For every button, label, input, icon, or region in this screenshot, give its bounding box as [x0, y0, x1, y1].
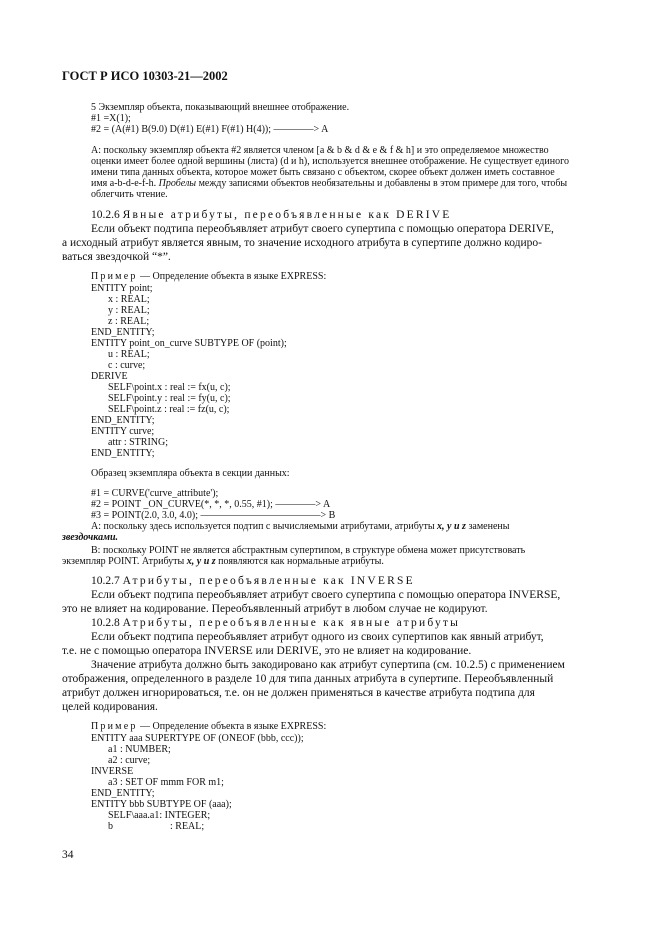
note-line: А: поскольку экземпляр объекта #2 является членом [a & b & d & e & f & h] и это определяемое множество	[91, 145, 549, 156]
code-line: SELF\point.z : real := fz(u, c);	[108, 404, 230, 415]
sample-line: #1 = CURVE('curve_attribute');	[91, 488, 219, 499]
code-line: z : REAL;	[108, 316, 150, 327]
section-heading: 10.2.6 Явные атрибуты, переобъявленные как DERIVE	[91, 209, 452, 221]
paragraph-line: т.е. не с помощью оператора INVERSE или DERIVE, это не влияет на кодирование.	[62, 645, 472, 657]
section-heading: 10.2.7 Атрибуты, переобъявленные как INVERSE	[91, 575, 415, 587]
paragraph-line: отображения, определенного в разделе 10 для типа данных атрибута в супертипе. Переобъявленный	[62, 673, 554, 685]
code-line: attr : STRING;	[108, 437, 168, 448]
code-line: u : REAL;	[108, 349, 150, 360]
section-heading: 10.2.8 Атрибуты, переобъявленные как явные атрибуты	[91, 617, 461, 629]
code-line: END_ENTITY;	[91, 327, 155, 338]
paragraph-line: Если объект подтипа переобъявляет атрибут своего супертипа с помощью оператора INVERSE,	[91, 589, 561, 601]
example-title: Пример — Определение объекта в языке EXPRESS:	[91, 271, 327, 282]
code-line: END_ENTITY;	[91, 448, 155, 459]
code-line: SELF\point.x : real := fx(u, c);	[108, 382, 231, 393]
page-number: 34	[62, 849, 74, 861]
example-line: 5 Экземпляр объекта, показывающий внешнее отображение.	[91, 102, 350, 113]
example-line: #1 =X(1);	[91, 113, 131, 124]
example-title: Пример — Определение объекта в языке EXPRESS:	[91, 721, 327, 732]
code-line: END_ENTITY;	[91, 788, 155, 799]
code-line: c : curve;	[108, 360, 146, 371]
code-line: DERIVE	[91, 371, 128, 382]
paragraph-line: Значение атрибута должно быть закодировано как атрибут супертипа (см. 10.2.5) с применением	[91, 659, 565, 671]
note-line: оценки имеет более одной вершины (листа) (d и h), используется внешнее отображение. Не существует единого	[91, 156, 569, 167]
paragraph-line: атрибут должен игнорироваться, т.е. он не должен применяться в качестве атрибута подтипа для	[62, 687, 535, 699]
code-line: SELF\aaa.a1: INTEGER;	[108, 810, 211, 821]
code-line: b	[108, 821, 113, 832]
paragraph-line: ваться звездочкой “*”.	[62, 251, 171, 263]
code-line: ENTITY curve;	[91, 426, 155, 437]
code-line: x : REAL;	[108, 294, 150, 305]
example-line: #2 = (A(#1) B(9.0) D(#1) E(#1) F(#1) H(4)); ————> A	[91, 124, 329, 135]
code-line: END_ENTITY;	[91, 415, 155, 426]
code-line: ENTITY point;	[91, 283, 153, 294]
note-line: А: поскольку здесь используется подтип с вычисляемыми атрибутами, атрибуты x, y и z заменены	[91, 521, 510, 532]
code-line: y : REAL;	[108, 305, 150, 316]
sample-line: #3 = POINT(2.0, 3.0, 4.0); ————————————> B	[91, 510, 336, 521]
paragraph-line: а исходный атрибут является явным, то значение исходного атрибута в супертипе должно кодиро-	[62, 237, 542, 249]
paragraph-line: целей кодирования.	[62, 701, 158, 713]
code-line: ENTITY bbb SUBTYPE OF (aaa);	[91, 799, 232, 810]
code-line: INVERSE	[91, 766, 134, 777]
paragraph-line: это не влияет на кодирование. Переобъявленный атрибут в любом случае не кодируют.	[62, 603, 488, 615]
code-line: ENTITY point_on_curve SUBTYPE OF (point);	[91, 338, 287, 349]
code-line: : REAL;	[170, 821, 205, 832]
sample-line: #2 = POINT _ON_CURVE(*, *, *, 0.55, #1); ————> A	[91, 499, 331, 510]
code-line: a1 : NUMBER;	[108, 744, 171, 755]
note-line: имя a-b-d-e-f-h. Пробелы между записями объектов необязательны и добавлены в этом примере для того, чтобы	[91, 178, 568, 189]
sample-title: Образец экземпляра объекта в секции данных:	[91, 468, 290, 479]
note-line: экземпляр POINT. Атрибуты x, y и z появляются как нормальные атрибуты.	[62, 556, 384, 567]
code-line: a3 : SET OF mmm FOR m1;	[108, 777, 224, 788]
note-line: звездочками.	[62, 532, 119, 543]
note-line: облегчить чтение.	[91, 189, 168, 200]
note-line: В: поскольку POINT не является абстрактным супертипом, в структуре обмена может присутствовать	[91, 545, 526, 556]
paragraph-line: Если объект подтипа переобъявляет атрибут одного из своих супертипов как явный атрибут,	[91, 631, 544, 643]
note-line: имени типа данных объекта, которое может быть связано с объектом, скорее объект должен иметь составное	[91, 167, 555, 178]
document-header: ГОСТ Р ИСО 10303-21—2002	[62, 69, 228, 83]
code-line: a2 : curve;	[108, 755, 151, 766]
code-line: ENTITY aaa SUPERTYPE OF (ONEOF (bbb, ccc));	[91, 733, 304, 744]
code-line: SELF\point.y : real := fy(u, c);	[108, 393, 231, 404]
paragraph-line: Если объект подтипа переобъявляет атрибут своего супертипа с помощью оператора DERIVE,	[91, 223, 554, 235]
